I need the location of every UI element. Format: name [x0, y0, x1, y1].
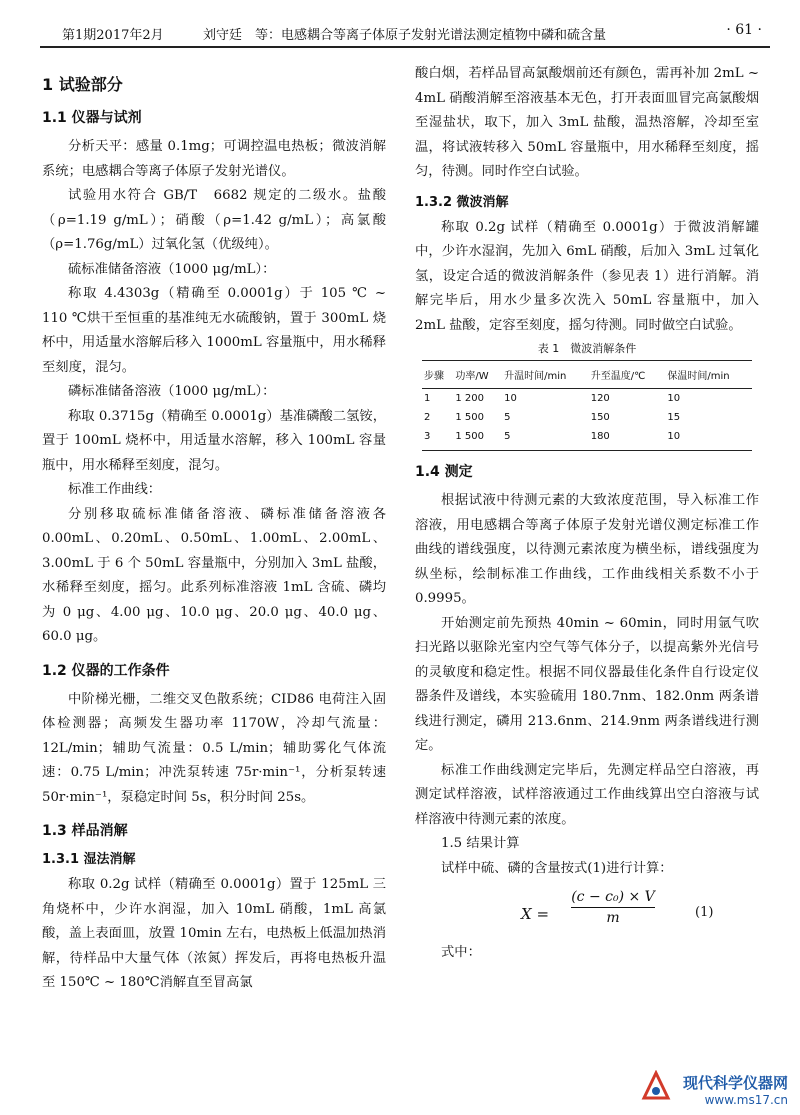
paragraph: 称取 0.2g 试样（精确至 0.0001g）置于 125mL 三角烧杯中，少许水润湿，加入 10mL 硝酸，1mL 高氯酸，盖上表面皿，放置 10min 左右，电热板上低温加热消解，待样品中大量气体（浓氮）挥发后，再将电热板升温至 150℃ ~ 180℃消解直至冒高氯 [42, 877, 386, 990]
article-title: 刘守廷 等：电感耦合等离子体原子发射光谱法测定植物中磷和硫含量 [203, 28, 607, 43]
paragraph: 式中： [441, 945, 481, 960]
paragraph: 中阶梯光栅，二维交叉色散系统；CID86 电荷注入固体检测器；高频发生器功率 1170W，冷却气流量：12L/min；辅助气流量：0.5 L/min；辅助雾化气体流速：0.75 L/min；冲洗泵转速 75r·min⁻¹，分析泵转速 50r·min⁻¹，泵稳定时间 5s，积分时间 25s。 [42, 691, 386, 805]
subsection-heading: 1.1 仪器与试剂 [42, 110, 142, 126]
watermark [683, 1072, 788, 1107]
col-header: 步骤 [422, 361, 453, 389]
paragraph: 称取 0.2g 试样（精确至 0.0001g）于微波消解罐中，少许水湿润，先加入 6mL 硝酸，后加入 3mL 过氧化氢，设定合适的微波消解条件（参见表 1）进行消解。消解完毕后，用水少量多次洗入 50mL 容量瓶中，加入 2mL 盐酸，定容至刻度，摇匀待测。同时做空白试验。 [415, 219, 759, 333]
col-header: 升温时间/min [502, 361, 589, 389]
running-header [62, 18, 762, 44]
section-heading: 1 试验部分 [42, 75, 123, 94]
paragraph: 酸白烟，若样品冒高氯酸烟前还有颜色，需再补加 2mL ~ 4mL 硝酸消解至溶液基本无色，打开表面皿冒完高氯酸烟至湿盐状，取下，加入 3mL 盐酸，温热溶解，冷却至室温，将试液转移入 50mL 容量瓶中，用水稀释至刻度，摇匀，待测。同时作空白试验。 [415, 66, 759, 179]
logo-icon [639, 1070, 673, 1104]
paragraph: 分别移取硫标准储备溶液、磷标准储备溶液各 0.00mL、0.20mL、0.50mL、1.00mL、2.00mL、3.00mL 于 6 个 50mL 容量瓶中，分别加入 3mL 盐酸，水稀释至刻度，摇匀。此系列标准溶液 1mL 含硫、磷均为 0 μg、4.00 μg、10.0 μg、20.0 μg、40.0 μg、60.0 μg。 [42, 506, 386, 644]
equation-lhs: X = [521, 905, 550, 923]
watermark-url: www.ms17.cn [704, 1093, 788, 1107]
watermark-name: 现代科学仪器网 [682, 1074, 788, 1092]
table-cell: 150 [590, 412, 610, 423]
table-cell: 1 200 [455, 393, 485, 404]
table-cell: 5 [504, 412, 511, 423]
paragraph: 分析天平：感量 0.1mg；可调控温电热板；微波消解系统；电感耦合等离子体原子发射光谱仪。 [42, 139, 386, 179]
table-header-row [422, 361, 752, 389]
equation-fraction [571, 889, 655, 926]
table-cell: 10 [504, 393, 517, 404]
paragraph: 试验用水符合 GB/T 6682 规定的二级水。盐酸（ρ=1.19 g/mL）；硝酸（ρ=1.42 g/mL）；高氯酸（ρ=1.76g/mL）过氧化氢（优级纯）。 [42, 188, 386, 252]
right-column [415, 62, 759, 966]
table-cell: 120 [590, 393, 610, 404]
table-cell: 3 [422, 427, 453, 451]
table-cell: 10 [665, 427, 752, 451]
paragraph: 硫标准储备溶液（1000 μg/mL）： [68, 261, 276, 277]
equation-denominator: m [606, 910, 620, 926]
table-cell: 1 500 [455, 412, 485, 423]
page-number: · 61 · [726, 22, 762, 38]
col-header: 升至温度/℃ [589, 361, 666, 389]
paragraph: 根据试液中待测元素的大致浓度范围，导入标准工作溶液，用电感耦合等离子体原子发射光谱仪测定标准工作曲线的谱线强度，以待测元素浓度为横坐标，谱线强度为纵坐标，绘制标准工作曲线，工作曲线相关系数不小于 0.9995。 [415, 493, 759, 606]
equation-1 [415, 885, 759, 937]
paragraph: 称取 0.3715g（精确至 0.0001g）基准磷酸二氢铵，置于 100mL 烧杯中，用适量水溶解，移入 100mL 容量瓶中，用水稀释至刻度，混匀。 [42, 408, 386, 473]
table-cell: 1 500 [453, 427, 502, 451]
subsection-heading: 1.3 样品消解 [42, 823, 128, 839]
subsection-heading: 1.4 测定 [415, 464, 473, 480]
subsection-heading: 1.2 仪器的工作条件 [42, 662, 170, 679]
paragraph: 开始测定前先预热 40min ~ 60min，同时用氩气吹扫光路以驱除光室内空气等气体分子，以提高紫外光信号的灵敏度和稳定性。根据不同仪器最佳化条件自行设定仪器条件及谱线，本实验硫用 180.7nm、182.0nm 两条谱线进行测定，磷用 213.6nm、214.9nm 两条谱线进行测定。 [415, 615, 759, 753]
digestion-table [422, 360, 752, 451]
paragraph: 磷标准储备溶液（1000 μg/mL）： [68, 384, 276, 399]
header-rule [40, 46, 770, 48]
table-cell: 1 [424, 393, 431, 404]
equation-numerator: (c − c₀) × V [571, 889, 655, 908]
subsubsection-heading: 1.3.2 微波消解 [415, 194, 509, 210]
table-cell: 15 [667, 412, 681, 423]
table-cell: 180 [589, 427, 666, 451]
table-row [422, 427, 752, 451]
table-cell: 10 [667, 393, 681, 404]
paragraph: 标准工作曲线测定完毕后，先测定样品空白溶液，再测定试样溶液，试样溶液通过工作曲线算出空白溶液与试样溶液中待测元素的浓度。 [415, 762, 759, 827]
col-header: 保温时间/min [665, 361, 752, 389]
table-cell: 2 [424, 412, 431, 423]
paragraph: 1.5 结果计算 [441, 836, 520, 851]
col-header: 功率/W [453, 361, 502, 389]
equation-number: (1) [695, 905, 714, 920]
left-column [42, 62, 386, 996]
table-row [422, 408, 752, 427]
table-row [422, 389, 752, 409]
table-caption: 表 1 微波消解条件 [537, 342, 637, 355]
table-cell: 5 [502, 427, 589, 451]
paragraph: 称取 4.4303g（精确至 0.0001g）于 105 ℃ ~ 110 ℃烘干至恒重的基准纯无水硫酸钠，置于 300mL 烧杯中，用适量水溶解后移入 1000mL 容量瓶中，用水稀释至刻度，混匀。 [42, 286, 386, 375]
paragraph: 标准工作曲线： [68, 482, 162, 497]
subsubsection-heading: 1.3.1 湿法消解 [42, 852, 136, 867]
issue-label: 第1期2017年2月 [62, 28, 164, 43]
paragraph: 试样中硫、磷的含量按式(1)进行计算： [441, 860, 673, 876]
